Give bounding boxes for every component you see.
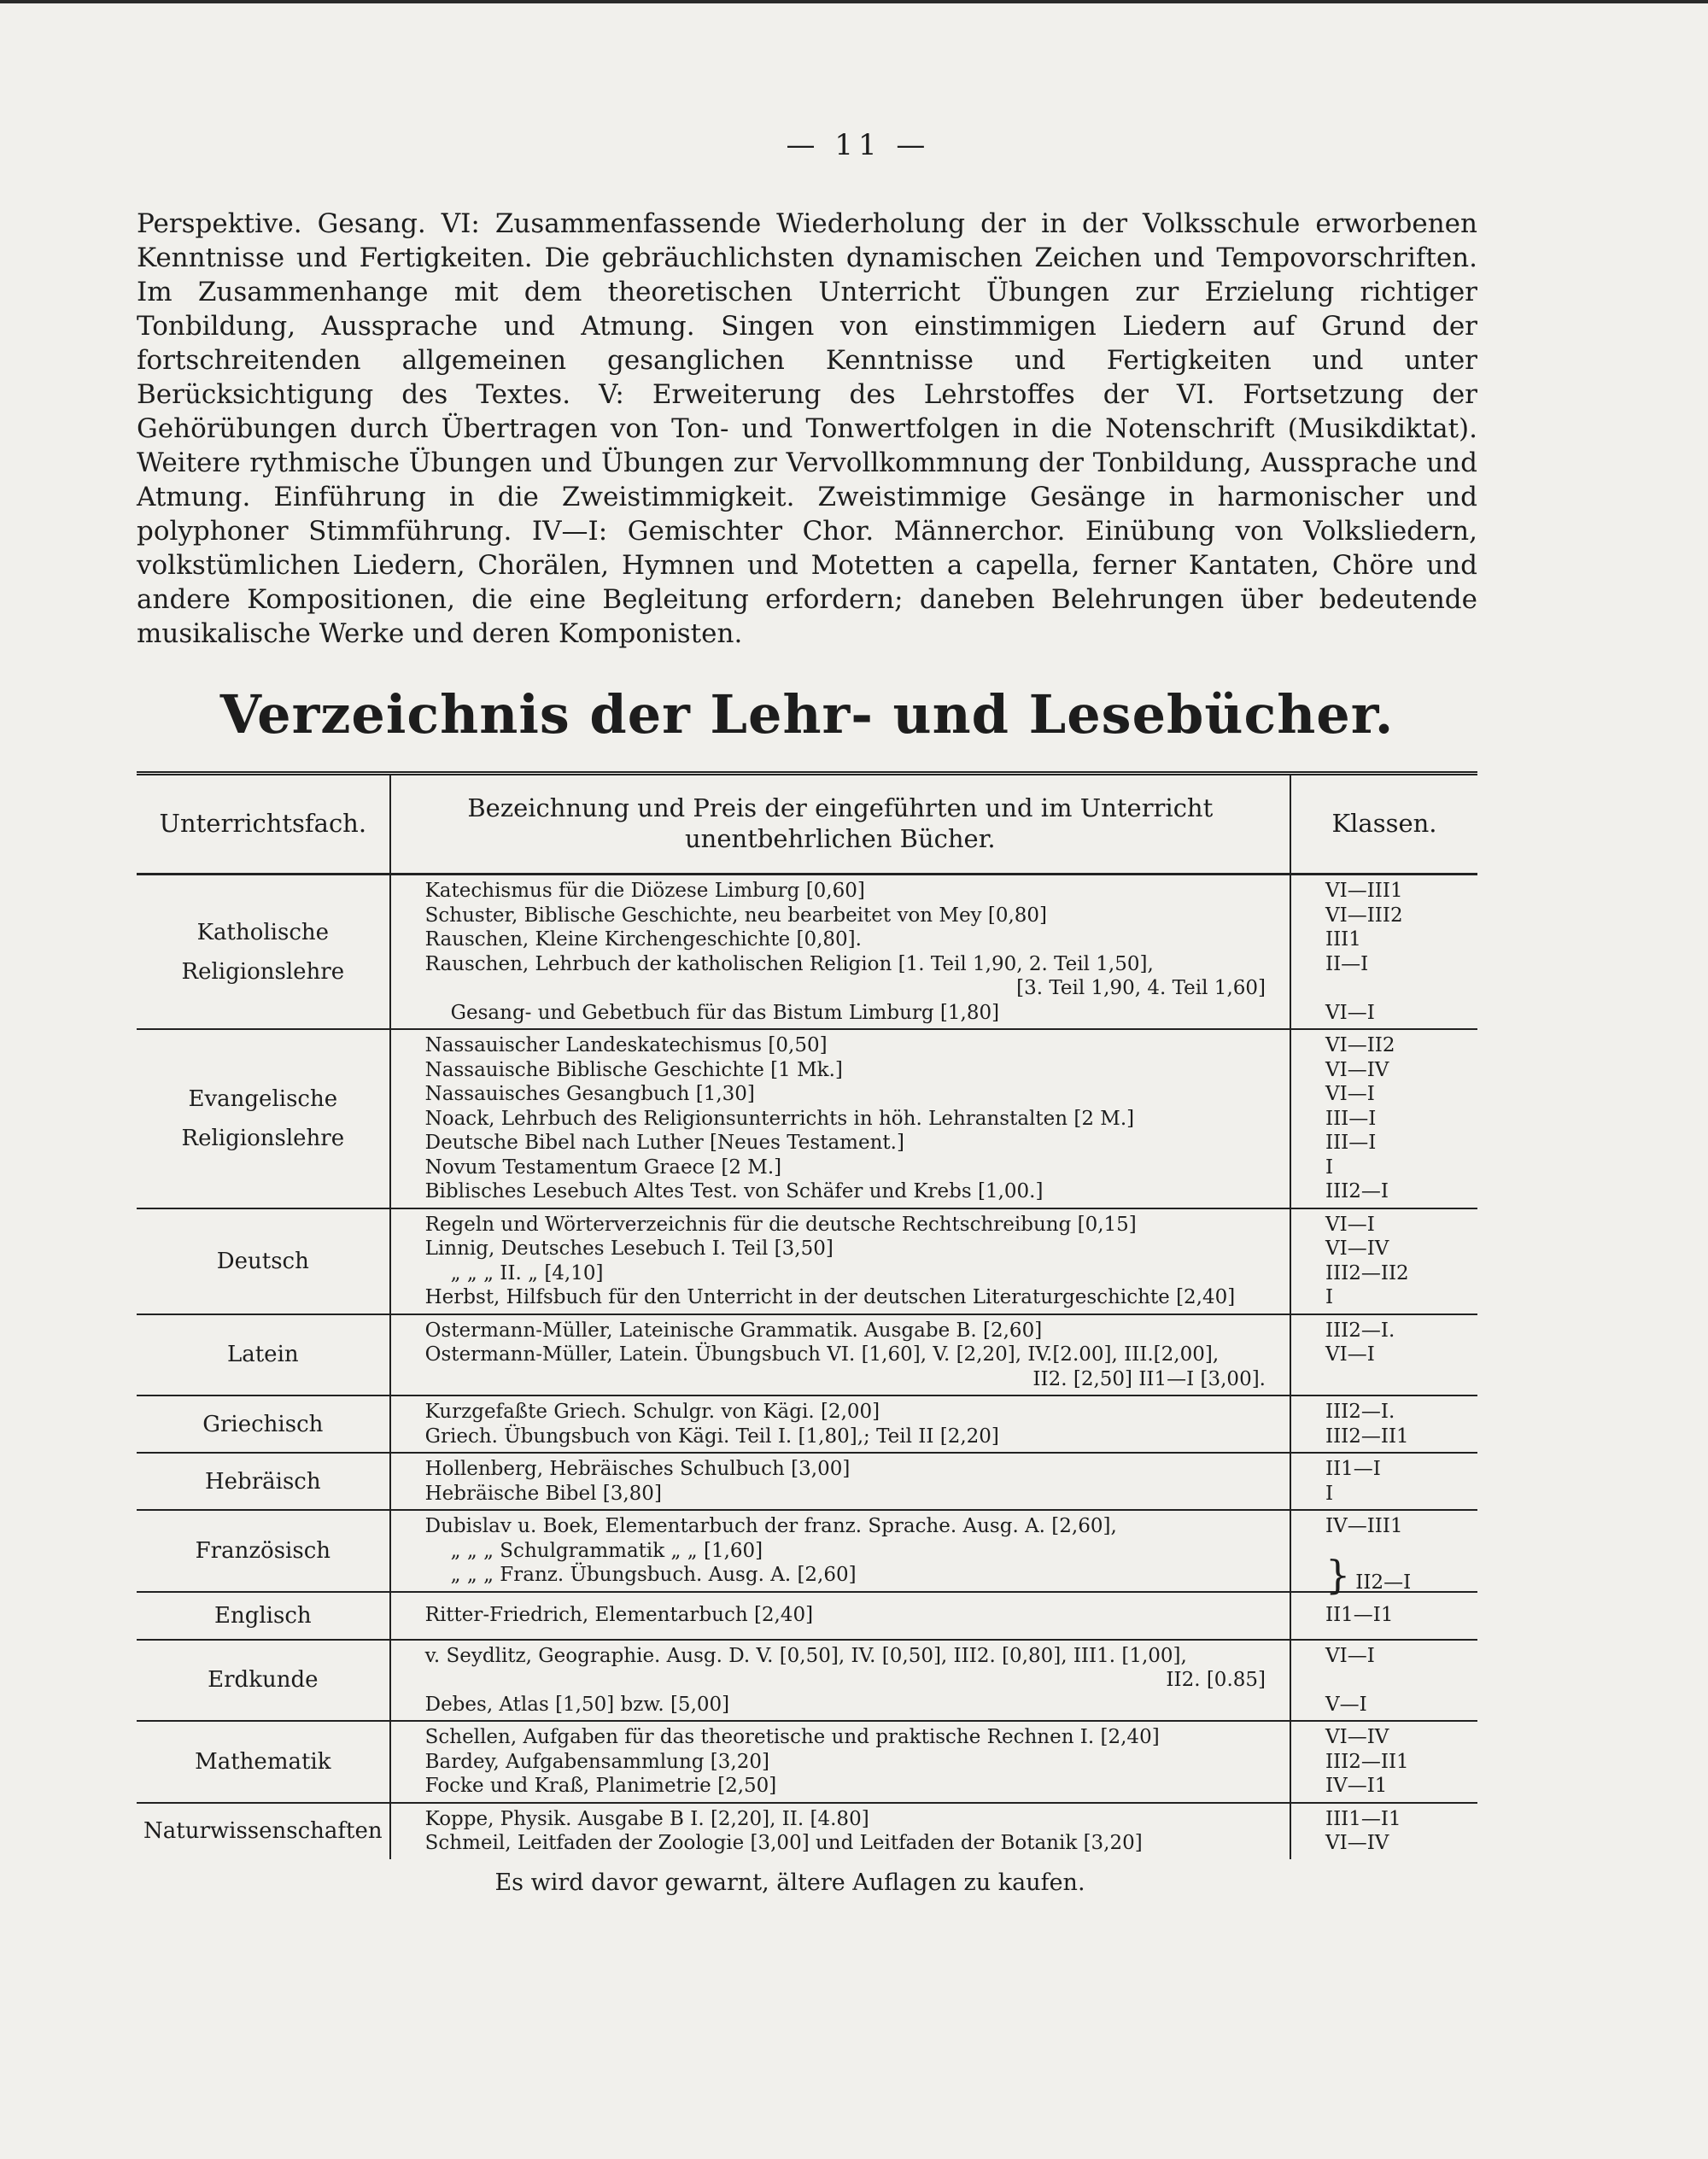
class-range: IV—III1: [1325, 1515, 1403, 1537]
page-number: — 11 —: [786, 128, 931, 162]
header-subject: Unterrichtsfach.: [137, 774, 390, 875]
book-line: Katechismus für die Diözese Limburg [0,60]: [424, 880, 865, 902]
classes-cell: [1290, 1395, 1477, 1453]
book-line: Rauschen, Kleine Kirchengeschichte [0,80].: [424, 928, 862, 951]
books-cell: [390, 1510, 1290, 1592]
table-row: [137, 1453, 1477, 1510]
book-line: Herbst, Hilfsbuch für den Unterricht in der deutschen Literaturgeschichte [2,40]: [424, 1286, 1236, 1308]
table-row: [137, 1314, 1477, 1396]
book-line: Gesang- und Gebetbuch für das Bistum Limburg [1,80]: [450, 1001, 1000, 1024]
book-line: Koppe, Physik. Ausgabe B I. [2,20], II. [4.80]: [424, 1807, 869, 1830]
class-range: VI—I: [1325, 1343, 1375, 1366]
book-line: Linnig, Deutsches Lesebuch I. Teil [3,50]: [424, 1237, 834, 1260]
class-range: [1325, 1668, 1471, 1693]
subject-cell: Englisch: [214, 1602, 312, 1629]
book-line: Debes, Atlas [1,50] bzw. [5,00]: [424, 1693, 730, 1716]
book-line: II2. [2,50] II1—I [3,00].: [1032, 1367, 1266, 1390]
book-line: Hollenberg, Hebräisches Schulbuch [3,00]: [424, 1458, 851, 1480]
class-range: III2—II2: [1325, 1261, 1409, 1284]
class-range: [1325, 1367, 1471, 1392]
class-range: V—I: [1325, 1693, 1367, 1716]
class-range: VI—IV: [1325, 1058, 1389, 1081]
classes-cell: [1290, 1721, 1477, 1803]
class-range: VI—IV: [1325, 1237, 1389, 1260]
class-range: III2—I.: [1325, 1401, 1395, 1423]
books-cell: [390, 1721, 1290, 1803]
book-line: Rauschen, Lehrbuch der katholischen Religion [1. Teil 1,90, 2. Teil 1,50],: [424, 952, 1154, 975]
classes-cell: [1290, 1803, 1477, 1859]
class-range: VI—II2: [1325, 1034, 1395, 1056]
table-row: [137, 1721, 1477, 1803]
book-line: v. Seydlitz, Geographie. Ausg. D. V. [0,50], IV. [0,50], III2. [0,80], III1. [1,00],: [424, 1644, 1187, 1667]
class-range: II2—I: [1355, 1571, 1412, 1594]
table-row: [137, 1395, 1477, 1453]
book-line: Nassauische Biblische Geschichte [1 Mk.]: [424, 1058, 843, 1081]
book-line: Kurzgefaßte Griech. Schulgr. von Kägi. [2,00]: [424, 1401, 880, 1423]
class-range: III2—I.: [1325, 1319, 1395, 1342]
book-line: „ „ „ Schulgrammatik „ „ [1,60]: [450, 1539, 763, 1562]
book-line: Griech. Übungsbuch von Kägi. Teil I. [1,80],; Teil II [2,20]: [424, 1425, 999, 1448]
class-range: II1—I: [1325, 1458, 1381, 1480]
subject-cell: Latein: [226, 1342, 299, 1368]
subject-cell: Deutsch: [216, 1248, 309, 1274]
classes-cell: [1290, 1314, 1477, 1396]
table-row: [137, 1592, 1477, 1640]
footer-note: Es wird davor gewarnt, ältere Auflagen zu kaufen.: [494, 1869, 1085, 1896]
table-row: [137, 1208, 1477, 1314]
subject-cell: Griechisch: [202, 1411, 324, 1437]
subject-cell: Französisch: [195, 1537, 330, 1564]
subject-cell: Katholische Religionslehre: [181, 919, 345, 985]
header-books: Bezeichnung und Preis der eingeführten und im Unterricht unentbehrlichen Bücher.: [390, 774, 1290, 875]
book-line: Schmeil, Leitfaden der Zoologie [3,00] und Leitfaden der Botanik [3,20]: [424, 1832, 1143, 1854]
subject-cell: Mathematik: [195, 1748, 331, 1775]
class-range: III2—II1: [1325, 1425, 1409, 1448]
class-range: III1—I1: [1325, 1807, 1401, 1830]
gesang-paragraph: Perspektive. Gesang. VI: Zusammenfassende Wiederholung der in der Volksschule erworbenen Kenntnisse und Fertigkeiten. Die gebräuchlichsten dynamischen Zeichen und Tempovorschriften. Im Zusammenhange mit dem theoretischen Unterricht Übungen zur Erzielung richtiger Tonbildung, Aussprache und Atmung. Singen von einstimmigen Liedern auf Grund der fortschreitenden allgemeinen gesanglichen Kenntnisse und Fertigkeiten und unter Berücksichtigung des Textes. V: Erweiterung des Lehrstoffes der VI. Fortsetzung der Gehörübungen durch Übertragen von Ton- und Tonwertfolgen in die Notenschrift (Musikdiktat). Weitere rythmische Übungen und Übungen zur Vervollkommnung der Tonbildung, Aussprache und Atmung. Einführung in die Zweistimmigkeit. Zweistimmige Gesänge in harmonischer und polyphoner Stimmführung. IV—I: Gemischter Chor. Männerchor. Einübung von Volksliedern, volkstümlichen Liedern, Chorälen, Hymnen und Motetten a capella, ferner Kantaten, Chöre und andere Kompositionen, die eine Begleitung erfordern; daneben Belehrungen über bedeutende musikalische Werke und deren Komponisten.: [137, 208, 1477, 649]
classes-cell: [1290, 1640, 1477, 1722]
class-range: IV—I1: [1325, 1775, 1388, 1797]
books-cell: [390, 1592, 1290, 1640]
book-line: Schuster, Biblische Geschichte, neu bearbeitet von Mey [0,80]: [424, 904, 1048, 927]
class-range: II—I: [1325, 952, 1369, 975]
book-line: II2. [0.85]: [1166, 1669, 1266, 1691]
book-line: Schellen, Aufgaben für das theoretische und praktische Rechnen I. [2,40]: [424, 1726, 1160, 1748]
classes-cell: [1290, 1453, 1477, 1510]
book-line: Dubislav u. Boek, Elementarbuch der franz. Sprache. Ausg. A. [2,60],: [424, 1515, 1117, 1537]
books-cell: [390, 875, 1290, 1030]
table-header-row: [137, 774, 1477, 875]
book-line: Noack, Lehrbuch des Religionsunterrichts in höh. Lehranstalten [2 M.]: [424, 1107, 1135, 1130]
books-cell: [390, 1803, 1290, 1859]
class-range: VI—I: [1325, 1213, 1375, 1236]
books-cell: [390, 1395, 1290, 1453]
class-range: [1325, 976, 1471, 1001]
book-line: Nassauisches Gesangbuch [1,30]: [424, 1083, 755, 1105]
book-line: Novum Testamentum Graece [2 M.]: [424, 1156, 782, 1179]
curly-brace: }: [1325, 1552, 1351, 1598]
classes-cell: [1290, 1592, 1477, 1640]
book-line: Nassauischer Landeskatechismus [0,50]: [424, 1034, 828, 1056]
books-cell: [390, 1640, 1290, 1722]
table-row: [137, 875, 1477, 1030]
class-range: III2—II1: [1325, 1750, 1409, 1773]
page-content: [137, 128, 1477, 1896]
class-range: I: [1325, 1156, 1334, 1179]
class-range: VI—III1: [1325, 880, 1403, 902]
book-line: Biblisches Lesebuch Altes Test. von Schäfer und Krebs [1,00.]: [424, 1180, 1044, 1202]
table-row: [137, 1803, 1477, 1859]
classes-cell: [1290, 875, 1477, 1030]
class-range: I: [1325, 1286, 1334, 1308]
class-range: VI—I: [1325, 1001, 1375, 1024]
classes-cell: [1290, 1510, 1477, 1598]
book-line: [3. Teil 1,90, 4. Teil 1,60]: [1016, 977, 1266, 999]
classes-cell: [1290, 1029, 1477, 1208]
class-range: II1—I1: [1325, 1604, 1394, 1627]
book-line: Bardey, Aufgabensammlung [3,20]: [424, 1750, 769, 1773]
class-range: VI—III2: [1325, 904, 1403, 927]
table-row: [137, 1640, 1477, 1722]
class-range: VI—IV: [1325, 1726, 1389, 1748]
table-row: [137, 1510, 1477, 1592]
class-range: VI—I: [1325, 1644, 1375, 1667]
subject-cell: Naturwissenschaften: [143, 1818, 383, 1844]
books-cell: [390, 1208, 1290, 1314]
subject-cell: Evangelische Religionslehre: [181, 1085, 345, 1151]
book-line: Regeln und Wörterverzeichnis für die deutsche Rechtschreibung [0,15]: [424, 1213, 1137, 1236]
classes-cell: [1290, 1208, 1477, 1314]
book-line: Focke und Kraß, Planimetrie [2,50]: [424, 1775, 777, 1797]
book-line: Deutsche Bibel nach Luther [Neues Testament.]: [424, 1132, 904, 1154]
class-range: III2—I: [1325, 1180, 1389, 1202]
class-range: VI—IV: [1325, 1832, 1389, 1854]
books-cell: [390, 1029, 1290, 1208]
books-cell: [390, 1453, 1290, 1510]
section-heading: Verzeichnis der Lehr- und Lesebücher.: [219, 683, 1395, 746]
top-rule: [0, 0, 1708, 3]
class-range: III1: [1325, 928, 1361, 951]
subject-cell: Erdkunde: [208, 1667, 319, 1694]
book-line: „ „ „ Franz. Übungsbuch. Ausg. A. [2,60]: [450, 1564, 857, 1586]
class-range: III—I: [1325, 1132, 1377, 1154]
table-row: [137, 1029, 1477, 1208]
book-list-table: [137, 771, 1477, 1859]
book-line: Ostermann-Müller, Latein. Übungsbuch VI. [1,60], V. [2,20], IV.[2.00], III.[2,00],: [424, 1343, 1220, 1366]
book-line: „ „ „ II. „ [4,10]: [450, 1261, 604, 1284]
subject-cell: Hebräisch: [205, 1468, 321, 1495]
book-line: Hebräische Bibel [3,80]: [424, 1482, 662, 1505]
book-line: Ostermann-Müller, Lateinische Grammatik. Ausgabe B. [2,60]: [424, 1319, 1043, 1342]
class-range: VI—I: [1325, 1083, 1375, 1105]
books-cell: [390, 1314, 1290, 1396]
book-line: Ritter-Friedrich, Elementarbuch [2,40]: [424, 1604, 814, 1627]
class-range: III—I: [1325, 1107, 1377, 1130]
header-classes: Klassen.: [1290, 774, 1477, 875]
class-range: I: [1325, 1482, 1334, 1505]
